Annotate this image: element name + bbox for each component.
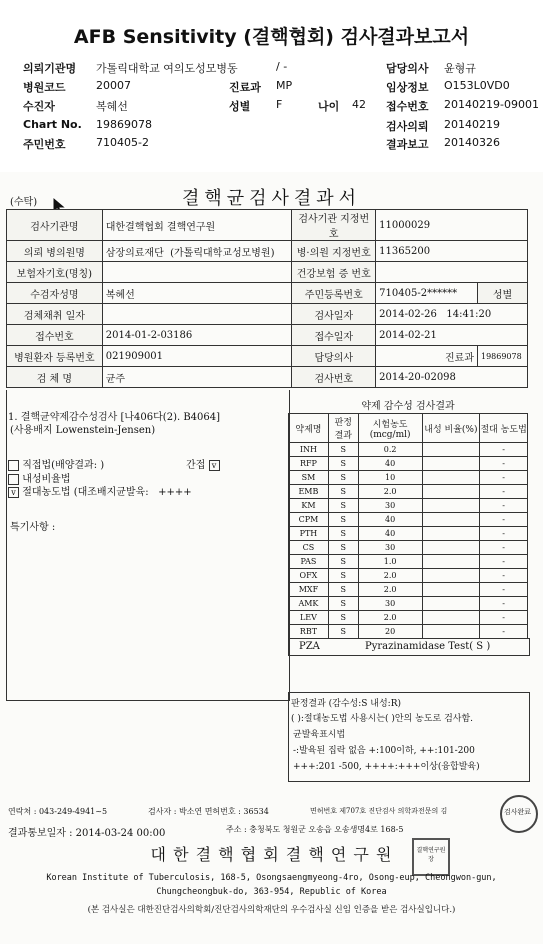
result-cell-conc: 2.0 (358, 569, 422, 583)
result-cell-abs: - (480, 527, 528, 541)
culture-medium: (사용배지 Lowenstein-Jensen) (10, 425, 156, 436)
remarks-label: 특기사항 : (10, 522, 56, 533)
table-row (7, 283, 528, 304)
result-cell-drug: MXF (289, 583, 329, 597)
result-cell-conc: 30 (358, 541, 422, 555)
table-row (7, 367, 528, 388)
table-row (289, 625, 528, 639)
result-cell-conc: 30 (358, 597, 422, 611)
table-row (7, 262, 528, 283)
grid-value (102, 241, 292, 262)
col-header-absolute: 절대 농도법 (480, 414, 528, 443)
label-requesting-org: 의뢰기관명 (23, 62, 77, 75)
completion-stamp (500, 795, 538, 833)
judgement-line: 판정결과 (감수성:S 내성:R) (291, 699, 401, 709)
direct-label: 직접법(배양결과: ) (22, 460, 105, 471)
label-resident-no: 주민번호 (23, 138, 66, 151)
table-header-row (289, 414, 528, 443)
result-cell-drug: LEV (289, 611, 329, 625)
result-cell-abs: - (480, 471, 528, 485)
result-cell-res: S (328, 457, 358, 471)
control-value: ++++ (158, 487, 192, 498)
table-row (289, 597, 528, 611)
result-cell-res: S (328, 569, 358, 583)
result-cell-conc: 40 (358, 527, 422, 541)
value-clinical-info: O153L0VD0 (444, 79, 510, 92)
grid-label: 접수일자 (292, 325, 376, 346)
result-cell-conc: 40 (358, 513, 422, 527)
result-cell-conc: 0.2 (358, 443, 422, 457)
checkbox-absolute: v (8, 487, 19, 498)
judgement-line: 균발육표시법 (293, 730, 346, 740)
grid-value: 19869078 (477, 346, 527, 367)
table-row (289, 499, 528, 513)
result-cell-drug: KM (289, 499, 329, 513)
result-cell-abs: - (480, 569, 528, 583)
official-seal (412, 838, 450, 876)
stamp-text: 검사완료 (504, 808, 532, 816)
table-row (289, 471, 528, 485)
report-notice-date: 결과통보일자 : 2014-03-24 00:00 (8, 828, 166, 839)
result-cell-drug: EMB (289, 485, 329, 499)
result-cell-ratio (422, 541, 480, 555)
label-receipt-no: 접수번호 (386, 100, 429, 113)
result-cell-res: S (328, 583, 358, 597)
grid-value (376, 262, 528, 283)
judgement-line: +++:201 -500, ++++:+++이상(융합발육) (293, 762, 480, 772)
grid-value: 대한결핵협회 결핵연구원 (102, 210, 292, 241)
grid-label: 성별 (477, 283, 527, 304)
table-row (289, 541, 528, 555)
result-cell-abs: - (480, 611, 528, 625)
grid-label: 접수번호 (7, 325, 103, 346)
result-cell-res: S (328, 513, 358, 527)
susceptibility-table (288, 413, 528, 639)
value-resident-no: 710405-2 (96, 136, 149, 149)
grid-label: 검사번호 (292, 367, 376, 388)
result-cell-ratio (422, 457, 480, 471)
grid-value: 복혜선 (102, 283, 292, 304)
result-cell-res: S (328, 597, 358, 611)
document-title: 결핵균검사결과서 (181, 188, 362, 209)
col-header-drug: 약제명 (289, 414, 329, 443)
value-hospital-code: 20007 (96, 79, 131, 92)
grid-value-main: 삼장의료재단 (105, 247, 164, 259)
result-cell-drug: SM (289, 471, 329, 485)
col-header-ratio: 내성 비율(%) (422, 414, 480, 443)
result-cell-drug: INH (289, 443, 329, 457)
label-patient: 수진자 (23, 100, 55, 113)
grid-value (376, 304, 528, 325)
grid-label: 검사기관명 (7, 210, 103, 241)
result-cell-conc: 40 (358, 457, 422, 471)
result-cell-abs: - (480, 485, 528, 499)
result-cell-abs: - (480, 513, 528, 527)
result-cell-abs: - (480, 583, 528, 597)
result-cell-conc: 20 (358, 625, 422, 639)
table-row (289, 611, 528, 625)
label-report-date: 결과보고 (386, 138, 429, 151)
judgement-legend (288, 692, 530, 782)
value-request-date: 20140219 (444, 118, 500, 131)
grid-value: 2014-01-2-03186 (102, 325, 292, 346)
label-sex: 성별 (229, 100, 251, 113)
result-cell-abs: - (480, 625, 528, 639)
label-chart-no: Chart No. (23, 118, 82, 131)
table-row (289, 583, 528, 597)
col-header-concentration: 시험농도 (mcg/ml) (358, 414, 422, 443)
table-row (7, 304, 528, 325)
grid-label: 주민등록번호 (292, 283, 376, 304)
pza-value: Pyrazinamidase Test( S ) (365, 641, 491, 652)
result-cell-ratio (422, 471, 480, 485)
result-cell-drug: OFX (289, 569, 329, 583)
result-cell-res: S (328, 471, 358, 485)
institute-address: 주소 : 충청북도 청원군 오송읍 오송생명4로 168-5 (226, 825, 404, 834)
method-direct (8, 456, 104, 471)
judgement-line: ( ):절대농도법 사용시는( )안의 농도로 검사함. (291, 714, 474, 724)
grid-label: 검 체 명 (7, 367, 103, 388)
table-row (289, 569, 528, 583)
result-cell-abs: - (480, 443, 528, 457)
seal-text: 결핵연구원장 (416, 847, 446, 863)
grid-value: 710405-2****** (376, 283, 478, 304)
grid-value: 2014-02-21 (376, 325, 528, 346)
institute-address-en: Korean Institute of Tuberculosis, 168-5, Osongsaengmyeong-4ro, Osong-eup, Cheongwon-gun, (46, 873, 497, 883)
table-row (289, 457, 528, 471)
result-cell-abs: - (480, 597, 528, 611)
result-cell-drug: AMK (289, 597, 329, 611)
test-name: 1. 결핵균약제감수성검사 [나406다(2). B4064] (8, 412, 221, 423)
grid-value-main: 2014-02-26 (379, 308, 437, 320)
report-title: AFB Sensitivity (결핵협회) 검사결과보고서 (73, 26, 470, 48)
result-cell-res: S (328, 499, 358, 513)
contact-phone: 연락처 : 043-249-4941~5 (8, 807, 108, 816)
table-row (7, 346, 528, 367)
grid-value: 021909001 (102, 346, 292, 367)
test-method-box (6, 390, 290, 701)
grid-value: 균주 (102, 367, 292, 388)
label-hospital-code: 병원코드 (23, 81, 66, 94)
grid-value-sub: 14:41:20 (446, 308, 492, 320)
pza-label: PZA (299, 641, 320, 652)
result-cell-ratio (422, 485, 480, 499)
result-title: 약제 감수성 검사결과 (361, 401, 455, 412)
grid-label: 검체채취 일자 (7, 304, 103, 325)
result-cell-res: S (328, 443, 358, 457)
method-absolute (8, 483, 192, 498)
grid-label: 건강보험 증 번호 (292, 262, 376, 283)
result-cell-res: S (328, 527, 358, 541)
result-cell-ratio (422, 443, 480, 457)
result-cell-conc: 30 (358, 499, 422, 513)
grid-label: 진료과 (376, 346, 478, 367)
grid-value-sub: (가톨릭대학교성모병원) (170, 247, 275, 259)
control-label: (대조배지균발육: (73, 487, 149, 498)
grid-value (102, 304, 292, 325)
table-row (289, 513, 528, 527)
method-indirect (186, 456, 220, 471)
ratio-label: 내성비율법 (22, 474, 71, 485)
value-patient: 복혜선 (96, 100, 128, 113)
value-receipt-no: 20140219-09001 (444, 98, 539, 111)
result-cell-drug: PTH (289, 527, 329, 541)
value-doctor: 윤형규 (444, 62, 476, 75)
value-requesting-org: 가톨릭대학교 여의도성모병동 (96, 62, 238, 75)
table-row (7, 210, 528, 241)
result-cell-drug: RBT (289, 625, 329, 639)
value-requesting-org-extra: / - (276, 60, 288, 73)
result-cell-res: S (328, 625, 358, 639)
result-cell-ratio (422, 611, 480, 625)
table-row (289, 527, 528, 541)
result-cell-conc: 10 (358, 471, 422, 485)
indirect-label: 간접 (186, 460, 206, 471)
result-cell-conc: 2.0 (358, 583, 422, 597)
col-header-result: 판정 결과 (328, 414, 358, 443)
label-department: 진료과 (229, 81, 261, 94)
value-department: MP (276, 79, 293, 92)
result-cell-conc: 2.0 (358, 485, 422, 499)
label-age: 나이 (318, 100, 340, 113)
director-license: 면허번호 제707호 진단검사 의학과전문의 김 (310, 807, 448, 815)
grid-label: 검사일자 (292, 304, 376, 325)
label-clinical-info: 임상정보 (386, 81, 429, 94)
result-cell-abs: - (480, 541, 528, 555)
result-cell-ratio (422, 625, 480, 639)
grid-value: 11000029 (376, 210, 528, 241)
result-cell-ratio (422, 597, 480, 611)
result-cell-ratio (422, 499, 480, 513)
value-chart-no: 19869078 (96, 118, 152, 131)
result-cell-drug: RFP (289, 457, 329, 471)
result-cell-drug: PAS (289, 555, 329, 569)
grid-label: 보험자기호(명칭) (7, 262, 103, 283)
info-grid (6, 209, 528, 388)
certification-notice: (본 검사실은 대한진단검사의학회/진단검사의학재단의 우수검사실 신임 인증을 받은 검사실입니다.) (87, 905, 456, 915)
table-row (7, 325, 528, 346)
table-row (289, 443, 528, 457)
result-cell-abs: - (480, 499, 528, 513)
institute-address-en-2: Chungcheongbuk-do, 363-954, Republic of Korea (156, 887, 387, 897)
table-row (289, 555, 528, 569)
grid-label: 병·의원 지정번호 (292, 241, 376, 262)
label-request-date: 검사의뢰 (386, 120, 429, 133)
result-cell-ratio (422, 555, 480, 569)
result-cell-res: S (328, 555, 358, 569)
grid-label: 의뢰 병의원명 (7, 241, 103, 262)
grid-label: 검사기관 지정번호 (292, 210, 376, 241)
grid-label: 수검자성명 (7, 283, 103, 304)
result-cell-drug: CS (289, 541, 329, 555)
result-cell-abs: - (480, 555, 528, 569)
grid-label: 병원환자 등록번호 (7, 346, 103, 367)
result-cell-ratio (422, 583, 480, 597)
result-cell-conc: 1.0 (358, 555, 422, 569)
result-cell-res: S (328, 611, 358, 625)
result-cell-conc: 2.0 (358, 611, 422, 625)
result-cell-res: S (328, 485, 358, 499)
value-sex: F (276, 98, 283, 111)
grid-label: 담당의사 (292, 346, 376, 367)
checkbox-indirect: v (209, 460, 220, 471)
result-cell-ratio (422, 527, 480, 541)
grid-value (102, 262, 292, 283)
result-cell-res: S (328, 541, 358, 555)
label-doctor: 담당의사 (386, 62, 429, 75)
judgement-line: -:발육된 집락 없음 +:100이하, ++:101-200 (293, 746, 475, 756)
table-row (289, 485, 528, 499)
value-report-date: 20140326 (444, 136, 500, 149)
table-row (7, 241, 528, 262)
grid-value: 11365200 (376, 241, 528, 262)
result-cell-abs: - (480, 457, 528, 471)
absolute-label: 절대농도법 (22, 487, 71, 498)
value-age: 42 (352, 98, 366, 111)
grid-value: 2014-20-02098 (376, 367, 528, 388)
result-cell-ratio (422, 513, 480, 527)
examiner: 검사자 : 박소연 면허번호 : 36534 (148, 807, 269, 816)
institute-name: 대 한 결 핵 협 회 결 핵 연 구 원 (150, 845, 393, 864)
consignment-mark: (수탁) (10, 197, 38, 208)
pza-row (288, 638, 530, 656)
result-cell-drug: CPM (289, 513, 329, 527)
result-cell-ratio (422, 569, 480, 583)
